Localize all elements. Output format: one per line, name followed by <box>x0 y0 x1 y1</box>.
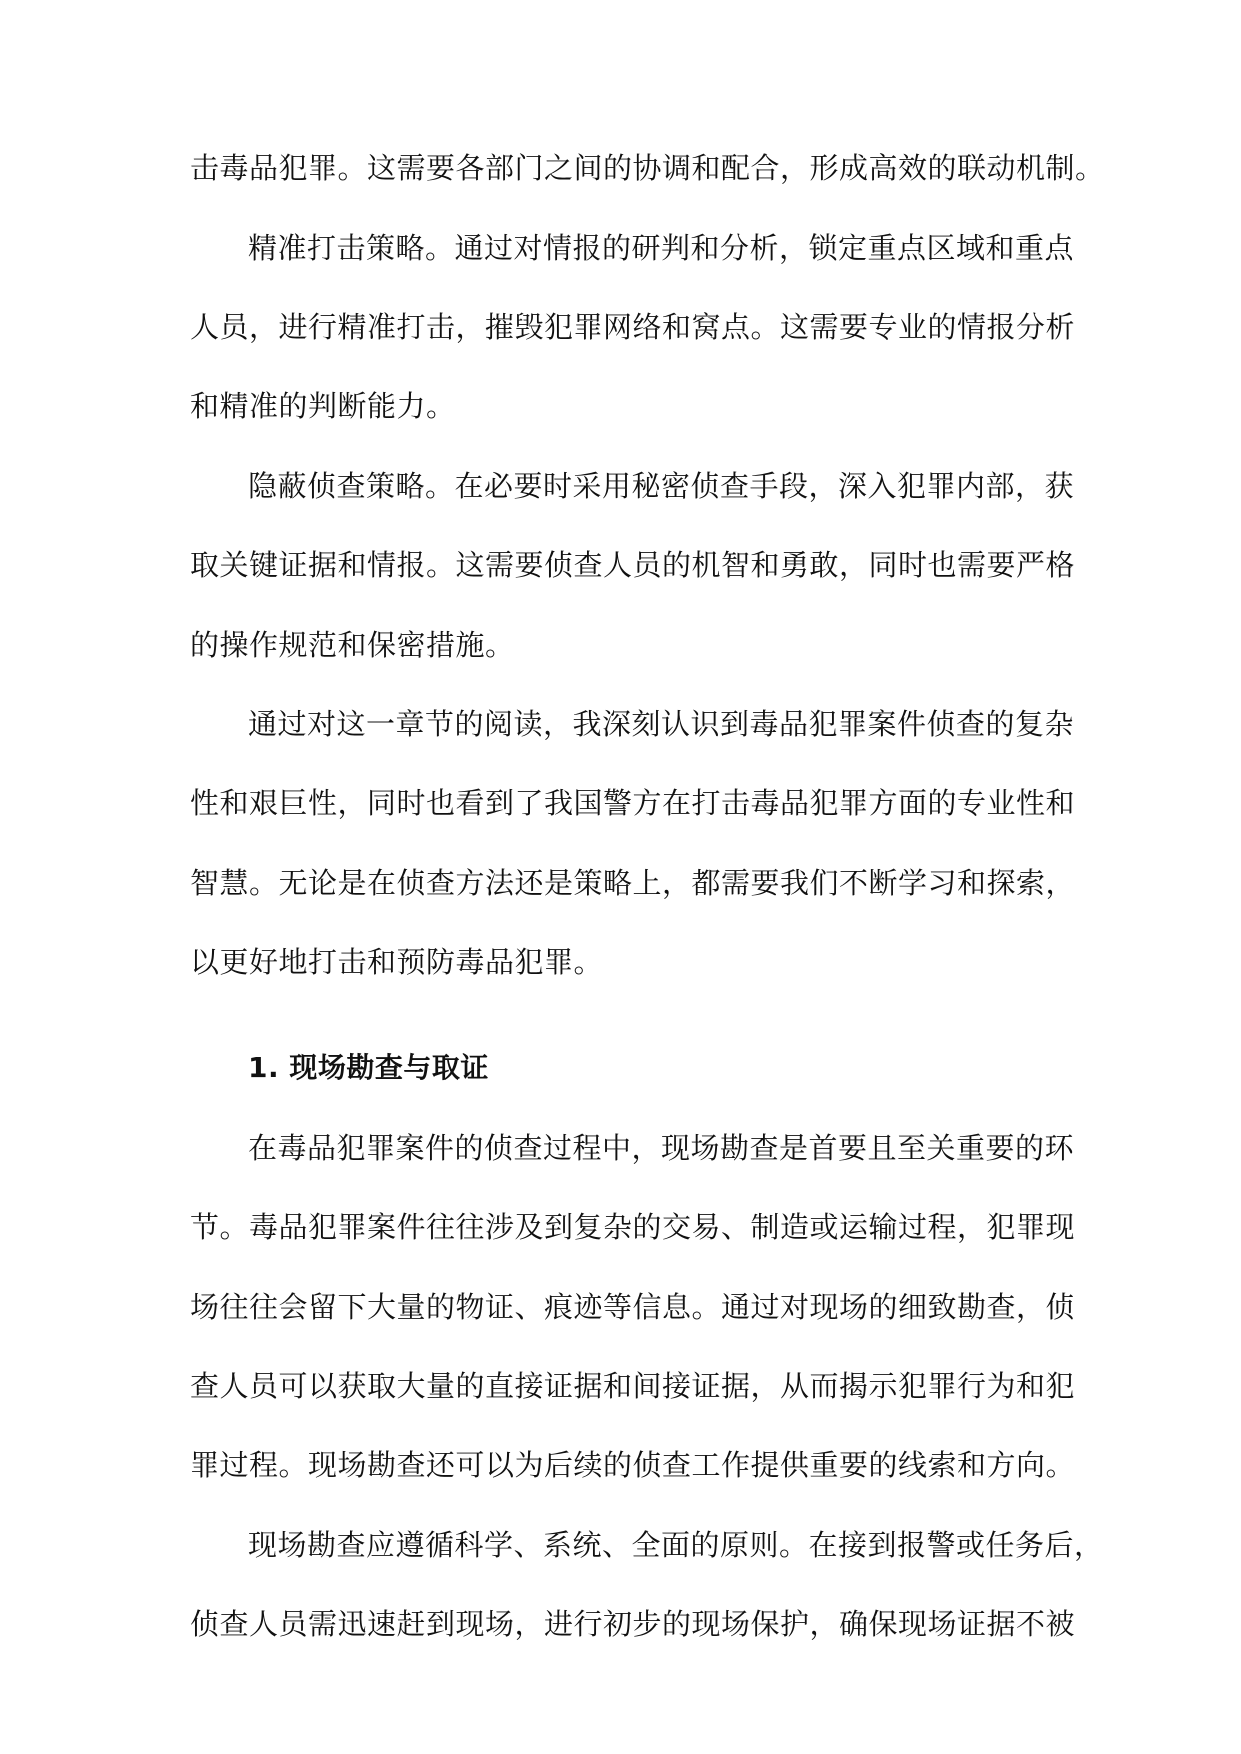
paragraph-start: 现场勘查应遵循科学、系统、全面的原则。在接到报警或任务后， <box>248 1528 1104 1562</box>
text-line: 罪过程。现场勘查还可以为后续的侦查工作提供重要的线索和方向。 <box>190 1448 1076 1482</box>
text-line: 以更好地打击和预防毒品犯罪。 <box>190 945 604 979</box>
paragraph-start: 通过对这一章节的阅读，我深刻认识到毒品犯罪案件侦查的复杂 <box>248 707 1075 741</box>
text-line: 查人员可以获取大量的直接证据和间接证据，从而揭示犯罪行为和犯 <box>190 1369 1076 1403</box>
text-line: 击毒品犯罪。这需要各部门之间的协调和配合，形成高效的联动机制。 <box>190 151 1105 185</box>
paragraph-start: 在毒品犯罪案件的侦查过程中，现场勘查是首要且至关重要的环 <box>248 1131 1075 1165</box>
text-line: 性和艰巨性，同时也看到了我国警方在打击毒品犯罪方面的专业性和 <box>190 786 1076 820</box>
text-line: 和精准的判断能力。 <box>190 389 456 423</box>
text-line: 侦查人员需迅速赶到现场，进行初步的现场保护，确保现场证据不被 <box>190 1607 1076 1641</box>
text-line: 取关键证据和情报。这需要侦查人员的机智和勇敢，同时也需要严格 <box>190 548 1076 582</box>
paragraph-start: 隐蔽侦查策略。在必要时采用秘密侦查手段，深入犯罪内部，获 <box>248 469 1075 503</box>
text-line: 人员，进行精准打击，摧毁犯罪网络和窝点。这需要专业的情报分析 <box>190 310 1076 344</box>
text-line: 节。毒品犯罪案件往往涉及到复杂的交易、制造或运输过程，犯罪现 <box>190 1210 1076 1244</box>
text-line: 的操作规范和保密措施。 <box>190 628 515 662</box>
section-heading: 1. 现场勘查与取证 <box>248 1051 489 1084</box>
paragraph-start: 精准打击策略。通过对情报的研判和分析，锁定重点区域和重点 <box>248 231 1075 265</box>
text-line: 智慧。无论是在侦查方法还是策略上，都需要我们不断学习和探索， <box>190 866 1076 900</box>
text-line: 场往往会留下大量的物证、痕迹等信息。通过对现场的细致勘查，侦 <box>190 1290 1076 1324</box>
